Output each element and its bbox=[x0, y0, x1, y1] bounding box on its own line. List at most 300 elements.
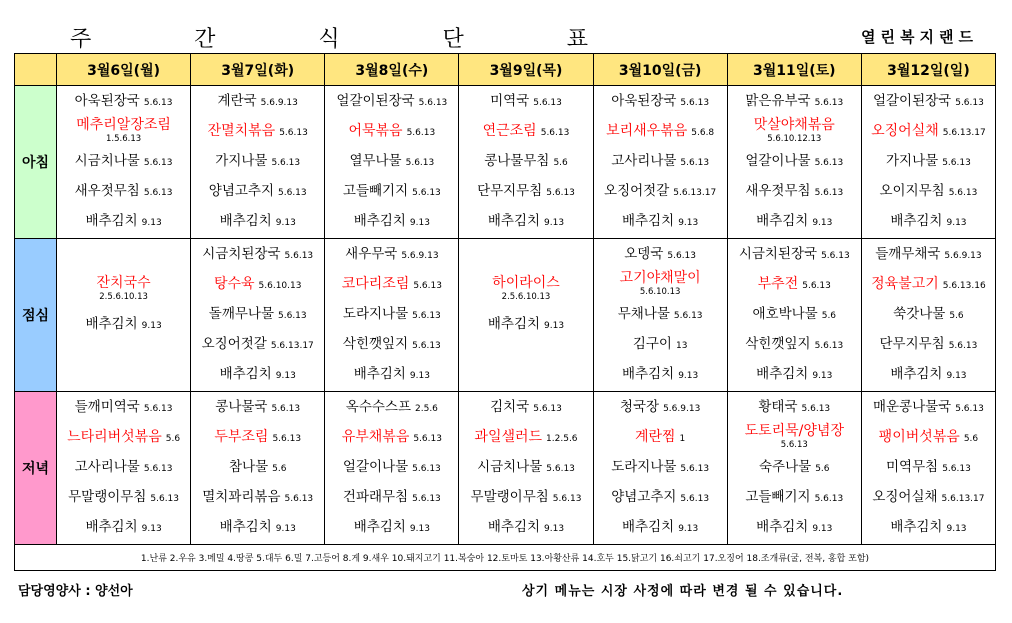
dish-name: 애호박나물 bbox=[752, 306, 818, 322]
menu-item bbox=[191, 176, 324, 206]
dish-name: 배추김치 bbox=[487, 316, 541, 332]
dish-name: 양념고추지 bbox=[611, 489, 677, 505]
dish-name: 매운콩나물국 bbox=[872, 399, 952, 415]
allergen-codes: 5.6.13 bbox=[279, 128, 308, 138]
day-header: 3월8일(수) bbox=[325, 54, 459, 86]
menu-item bbox=[57, 482, 190, 512]
dish-name: 돌깨무나물 bbox=[208, 306, 274, 322]
dish-name: 연근조림 bbox=[482, 123, 537, 139]
dish-name: 배추김치 bbox=[756, 519, 809, 535]
allergen-codes: 9.13 bbox=[275, 524, 296, 534]
menu-item bbox=[57, 309, 190, 339]
allergen-codes: 5.6.13 bbox=[150, 494, 180, 504]
dish-name: 미역무침 bbox=[886, 459, 939, 475]
main-dish-item bbox=[325, 116, 458, 146]
main-dish-item bbox=[459, 116, 592, 146]
allergen-codes: 5.6.13.16 bbox=[942, 281, 986, 291]
menu-item bbox=[728, 239, 861, 269]
menu-change-notice: 상기 메뉴는 시장 사정에 따라 변경 될 수 있습니다. bbox=[522, 584, 844, 599]
allergen-codes: 5.6.13 bbox=[814, 158, 844, 168]
menu-item bbox=[594, 329, 727, 359]
menu-item bbox=[728, 176, 861, 206]
dish-name: 무말랭이무침 bbox=[470, 489, 549, 505]
menu-item bbox=[594, 512, 727, 542]
menu-cell bbox=[459, 86, 593, 239]
menu-item bbox=[325, 299, 458, 329]
allergen-codes: 9.13 bbox=[409, 371, 430, 381]
allergen-codes: 9.13 bbox=[946, 524, 967, 534]
menu-item bbox=[191, 392, 324, 422]
allergen-codes: 5.6.13 bbox=[552, 494, 582, 504]
dish-name: 김치국 bbox=[490, 399, 530, 415]
allergen-codes: 5.6.13 bbox=[948, 341, 978, 351]
dish-name: 양념고추지 bbox=[208, 183, 274, 199]
allergen-codes: 5.6.13 bbox=[412, 341, 441, 351]
allergen-codes: 5.6.13 bbox=[533, 404, 562, 414]
dish-name: 맛살야채볶음 bbox=[753, 117, 835, 133]
menu-item bbox=[728, 512, 861, 542]
menu-cell bbox=[325, 239, 459, 392]
menu-item bbox=[862, 482, 995, 512]
dish-name: 시금치된장국 bbox=[738, 246, 818, 262]
dish-name: 배추김치 bbox=[219, 213, 272, 229]
dish-name: 배추김치 bbox=[353, 213, 406, 229]
menu-item bbox=[191, 452, 324, 482]
main-dish-item bbox=[862, 269, 995, 299]
menu-item bbox=[191, 512, 324, 542]
dish-name: 고사리나물 bbox=[74, 459, 140, 475]
allergen-codes: 5.6.13 bbox=[405, 158, 435, 168]
allergen-codes: 5.6.13 bbox=[780, 440, 808, 450]
corner-cell bbox=[15, 54, 57, 86]
menu-cell bbox=[593, 239, 727, 392]
menu-item bbox=[459, 206, 592, 236]
menu-item bbox=[594, 299, 727, 329]
menu-item bbox=[325, 86, 458, 116]
menu-item bbox=[57, 392, 190, 422]
title-char: 주 bbox=[70, 27, 94, 52]
dish-name: 황태국 bbox=[758, 399, 798, 415]
allergen-codes: 5.6.13 bbox=[680, 464, 710, 474]
menu-item bbox=[191, 359, 324, 389]
dish-name: 시금치나물 bbox=[477, 459, 543, 475]
allergen-codes: 1.5.6.13 bbox=[105, 134, 142, 144]
menu-item bbox=[862, 86, 995, 116]
allergen-codes: 9.13 bbox=[946, 371, 967, 381]
dish-name: 오징어젓갈 bbox=[604, 183, 670, 199]
allergen-codes: 1 bbox=[679, 434, 686, 444]
menu-cell bbox=[727, 239, 861, 392]
allergen-codes: 5.6.13.17 bbox=[942, 128, 986, 138]
allergen-codes: 5.6.13 bbox=[143, 464, 173, 474]
dish-name: 배추김치 bbox=[219, 366, 272, 382]
allergen-codes: 9.13 bbox=[544, 321, 565, 331]
menu-item bbox=[728, 329, 861, 359]
dish-name: 참나물 bbox=[228, 459, 269, 475]
menu-cell bbox=[57, 392, 191, 545]
dish-name: 도토리묵/양념장 bbox=[744, 423, 844, 439]
dish-name: 배추김치 bbox=[622, 213, 675, 229]
menu-item bbox=[57, 452, 190, 482]
allergen-codes: 5.6 bbox=[165, 434, 181, 444]
main-dish-item bbox=[459, 269, 592, 309]
dish-name: 배추김치 bbox=[85, 316, 138, 332]
dish-name: 고기야채말이 bbox=[619, 270, 701, 286]
allergen-codes: 2.5.6.10.13 bbox=[501, 292, 551, 302]
allergen-codes: 9.13 bbox=[275, 371, 296, 381]
menu-cell bbox=[191, 86, 325, 239]
dish-name: 오징어실채 bbox=[872, 489, 938, 505]
allergen-codes: 9.13 bbox=[141, 218, 162, 228]
menu-cell bbox=[459, 239, 593, 392]
allergen-codes: 5.6 bbox=[963, 434, 979, 444]
dish-name: 아욱된장국 bbox=[74, 93, 140, 109]
menu-item bbox=[862, 359, 995, 389]
dish-name: 느타리버섯볶음 bbox=[67, 429, 162, 445]
dish-name: 무말랭이무침 bbox=[68, 489, 147, 505]
allergen-codes: 5.6.13 bbox=[814, 188, 844, 198]
menu-item bbox=[325, 329, 458, 359]
menu-item bbox=[728, 86, 861, 116]
title-char: 단 bbox=[442, 27, 466, 52]
allergen-codes: 9.13 bbox=[678, 218, 699, 228]
main-dish-item bbox=[325, 422, 458, 452]
main-dish-item bbox=[728, 269, 861, 299]
dish-name: 가지나물 bbox=[215, 153, 268, 169]
allergen-codes: 5.6.13 bbox=[680, 98, 710, 108]
menu-item bbox=[459, 86, 592, 116]
menu-item bbox=[325, 359, 458, 389]
menu-item bbox=[459, 482, 592, 512]
allergen-codes: 5.6.9.13 bbox=[944, 251, 982, 261]
allergen-codes: 5.6.13.17 bbox=[270, 341, 314, 351]
meal-label: 아침 bbox=[15, 86, 57, 239]
allergen-codes: 5.6.13 bbox=[271, 158, 301, 168]
dish-name: 멸치꽈리볶음 bbox=[202, 489, 281, 505]
dish-name: 배추김치 bbox=[353, 519, 406, 535]
day-header: 3월12일(일) bbox=[861, 54, 995, 86]
allergen-codes: 2.5.6.10.13 bbox=[99, 292, 148, 302]
dish-name: 들깨미역국 bbox=[74, 399, 140, 415]
dish-name: 새우무국 bbox=[345, 246, 398, 262]
dish-name: 고사리나물 bbox=[611, 153, 677, 169]
allergen-codes: 5.6.13.17 bbox=[673, 188, 717, 198]
day-header: 3월10일(금) bbox=[593, 54, 727, 86]
allergen-codes: 5.6.9.13 bbox=[260, 98, 298, 108]
menu-item bbox=[862, 206, 995, 236]
main-dish-item bbox=[57, 269, 190, 309]
allergen-codes: 1.2.5.6 bbox=[546, 434, 578, 444]
allergen-codes: 5.6.13 bbox=[540, 128, 570, 138]
meal-label: 저녁 bbox=[15, 392, 57, 545]
menu-item bbox=[325, 176, 458, 206]
dish-name: 들깨무채국 bbox=[875, 246, 941, 262]
menu-item bbox=[325, 482, 458, 512]
allergen-codes: 5.6.13 bbox=[412, 464, 441, 474]
allergen-codes: 9.13 bbox=[141, 321, 162, 331]
menu-item bbox=[862, 239, 995, 269]
menu-cell bbox=[593, 392, 727, 545]
allergen-codes: 5.6.13 bbox=[143, 188, 173, 198]
main-dish-item bbox=[862, 422, 995, 452]
menu-item bbox=[594, 146, 727, 176]
allergen-codes: 5.6.10.12.13 bbox=[767, 134, 822, 144]
main-dish-item bbox=[191, 269, 324, 299]
allergen-codes: 5.6.13 bbox=[814, 341, 844, 351]
menu-item bbox=[594, 392, 727, 422]
allergen-legend-row bbox=[15, 545, 996, 571]
menu-cell bbox=[727, 86, 861, 239]
allergen-legend: 1.난류 2.우유 3.메밀 4.땅콩 5.대두 6.밀 7.고등어 8.게 9.새우 10.돼지고기 11.복숭아 12.토마토 13.아황산류 14.호두 15.닭고기 16.쇠고기 17.오징어 18.조개류(굴, 전복, 홍합 포함) bbox=[15, 545, 996, 571]
allergen-codes: 5.6.13 bbox=[942, 464, 971, 474]
main-dish-item bbox=[191, 422, 324, 452]
dish-name: 오이지무침 bbox=[879, 183, 945, 199]
menu-item bbox=[862, 392, 995, 422]
menu-item bbox=[325, 512, 458, 542]
dish-name: 쑥갓나물 bbox=[893, 306, 946, 322]
allergen-codes: 5.6 bbox=[272, 464, 287, 474]
allergen-codes: 9.13 bbox=[544, 218, 565, 228]
menu-cell bbox=[325, 86, 459, 239]
dish-name: 오뎅국 bbox=[624, 246, 664, 262]
menu-item bbox=[57, 206, 190, 236]
menu-cell bbox=[57, 86, 191, 239]
menu-item bbox=[594, 239, 727, 269]
dish-name: 단무지무침 bbox=[477, 183, 543, 199]
dish-name: 건파래무침 bbox=[342, 489, 409, 505]
allergen-codes: 5.6.13 bbox=[271, 404, 301, 414]
menu-item bbox=[57, 512, 190, 542]
allergen-codes: 5.6.13 bbox=[533, 98, 562, 108]
dish-name: 보리새우볶음 bbox=[606, 123, 688, 139]
dish-name: 유부채볶음 bbox=[341, 429, 410, 445]
main-dish-item bbox=[325, 269, 458, 299]
allergen-codes: 5.6.13 bbox=[278, 311, 307, 321]
dish-name: 부추전 bbox=[757, 276, 799, 292]
main-dish-item bbox=[728, 422, 861, 452]
menu-item bbox=[325, 239, 458, 269]
allergen-codes: 5.6.13 bbox=[821, 251, 850, 261]
menu-item bbox=[191, 329, 324, 359]
allergen-codes: 5.6.13 bbox=[948, 188, 978, 198]
title-char: 간 bbox=[194, 27, 218, 52]
allergen-codes: 5.6.10.13 bbox=[639, 287, 681, 297]
day-header: 3월9일(목) bbox=[459, 54, 593, 86]
allergen-codes: 5.6.13 bbox=[546, 188, 575, 198]
allergen-codes: 5.6.13 bbox=[814, 494, 844, 504]
allergen-codes: 5.6.13 bbox=[418, 98, 448, 108]
menu-cell bbox=[191, 239, 325, 392]
allergen-codes: 5.6.9.13 bbox=[663, 404, 701, 414]
allergen-codes: 5.6.13 bbox=[278, 188, 307, 198]
menu-item bbox=[191, 146, 324, 176]
dish-name: 고들빼기지 bbox=[342, 183, 409, 199]
dish-name: 무채나물 bbox=[617, 306, 670, 322]
dish-name: 팽이버섯볶음 bbox=[878, 429, 960, 445]
menu-item bbox=[594, 86, 727, 116]
menu-item bbox=[728, 392, 861, 422]
allergen-codes: 5.6 bbox=[821, 311, 837, 321]
menu-item bbox=[862, 329, 995, 359]
menu-item bbox=[728, 299, 861, 329]
dish-name: 콩나물무침 bbox=[484, 153, 550, 169]
menu-item bbox=[594, 482, 727, 512]
allergen-codes: 5.6.13 bbox=[143, 158, 173, 168]
dish-name: 하이라이스 bbox=[492, 275, 560, 291]
allergen-codes: 5.6.13 bbox=[412, 311, 441, 321]
meal-row bbox=[15, 86, 996, 239]
allergen-codes: 5.6.13 bbox=[680, 158, 710, 168]
allergen-codes: 9.13 bbox=[812, 371, 833, 381]
dish-name: 배추김치 bbox=[890, 519, 943, 535]
menu-cell bbox=[593, 86, 727, 239]
dish-name: 배추김치 bbox=[85, 213, 138, 229]
allergen-codes: 9.13 bbox=[678, 524, 699, 534]
dish-name: 새우젓무침 bbox=[74, 183, 140, 199]
meal-row bbox=[15, 239, 996, 392]
dish-name: 얼갈이나물 bbox=[342, 459, 409, 475]
allergen-codes: 9.13 bbox=[275, 218, 296, 228]
allergen-codes: 9.13 bbox=[141, 524, 162, 534]
menu-item bbox=[862, 176, 995, 206]
allergen-codes: 5.6.13 bbox=[546, 464, 575, 474]
dish-name: 과일샐러드 bbox=[474, 429, 543, 445]
menu-item bbox=[191, 239, 324, 269]
menu-item bbox=[191, 206, 324, 236]
dish-name: 얼갈이된장국 bbox=[872, 93, 952, 109]
allergen-codes: 5.6.13 bbox=[801, 404, 831, 414]
menu-item bbox=[728, 482, 861, 512]
dish-name: 옥수수스프 bbox=[345, 399, 411, 415]
allergen-codes: 5.6.13 bbox=[673, 311, 703, 321]
dish-name: 맑은유부국 bbox=[745, 93, 811, 109]
allergen-codes: 9.13 bbox=[678, 371, 699, 381]
menu-cell bbox=[861, 239, 995, 392]
allergen-codes: 5.6.13 bbox=[955, 404, 984, 414]
menu-item bbox=[459, 146, 592, 176]
title-char: 표 bbox=[566, 27, 590, 52]
menu-item bbox=[191, 299, 324, 329]
dish-name: 배추김치 bbox=[219, 519, 272, 535]
allergen-codes: 9.13 bbox=[409, 524, 430, 534]
title-char: 식 bbox=[318, 27, 342, 52]
allergen-codes: 5.6 bbox=[553, 158, 568, 168]
menu-item bbox=[594, 206, 727, 236]
weekly-menu-table bbox=[14, 53, 996, 571]
dish-name: 얼갈이나물 bbox=[745, 153, 811, 169]
menu-item bbox=[862, 512, 995, 542]
dish-name: 배추김치 bbox=[85, 519, 138, 535]
menu-item bbox=[459, 392, 592, 422]
dish-name: 얼갈이된장국 bbox=[336, 93, 415, 109]
allergen-codes: 5.6.13 bbox=[667, 251, 697, 261]
allergen-codes: 9.13 bbox=[812, 218, 833, 228]
allergen-codes: 5.6.13 bbox=[413, 281, 442, 291]
dish-name: 시금치된장국 bbox=[202, 246, 281, 262]
day-header: 3월7일(화) bbox=[191, 54, 325, 86]
dish-name: 어묵볶음 bbox=[348, 123, 403, 139]
dish-name: 미역국 bbox=[490, 93, 530, 109]
dish-name: 코다리조림 bbox=[341, 276, 410, 292]
allergen-codes: 5.6.8 bbox=[691, 128, 715, 138]
menu-cell bbox=[727, 392, 861, 545]
dietitian-credit: 담당영양사 : 양선아 bbox=[18, 584, 133, 599]
dish-name: 청국장 bbox=[619, 399, 660, 415]
main-dish-item bbox=[862, 116, 995, 146]
menu-cell bbox=[861, 392, 995, 545]
menu-item bbox=[594, 359, 727, 389]
menu-item bbox=[862, 452, 995, 482]
allergen-codes: 5.6.13 bbox=[802, 281, 831, 291]
allergen-codes: 5.6 bbox=[949, 311, 964, 321]
allergen-codes: 5.6.13 bbox=[814, 98, 844, 108]
dish-name: 배추김치 bbox=[756, 213, 809, 229]
dish-name: 계란찜 bbox=[634, 429, 676, 445]
allergen-codes: 5.6.13 bbox=[680, 494, 710, 504]
main-dish-item bbox=[57, 116, 190, 146]
dish-name: 아욱된장국 bbox=[611, 93, 677, 109]
allergen-codes: 9.13 bbox=[812, 524, 833, 534]
dish-name: 시금치나물 bbox=[74, 153, 140, 169]
menu-cell bbox=[861, 86, 995, 239]
dish-name: 배추김치 bbox=[487, 213, 541, 229]
menu-item bbox=[728, 206, 861, 236]
dish-name: 배추김치 bbox=[890, 213, 943, 229]
allergen-codes: 9.13 bbox=[946, 218, 967, 228]
allergen-codes: 5.6.13 bbox=[955, 98, 984, 108]
dish-name: 배추김치 bbox=[890, 366, 943, 382]
allergen-codes: 5.6.13.17 bbox=[941, 494, 985, 504]
dish-name: 배추김치 bbox=[622, 366, 675, 382]
allergen-codes: 5.6.13 bbox=[143, 404, 173, 414]
dish-name: 오징어실채 bbox=[871, 123, 939, 139]
allergen-codes: 5.6.9.13 bbox=[401, 251, 439, 261]
dish-name: 탕수육 bbox=[213, 276, 255, 292]
dish-name: 삭힌깻잎지 bbox=[745, 336, 811, 352]
menu-cell bbox=[459, 392, 593, 545]
menu-item bbox=[459, 239, 592, 269]
dish-name: 배추김치 bbox=[487, 519, 541, 535]
dish-name: 오징어젓갈 bbox=[201, 336, 267, 352]
dish-name: 콩나물국 bbox=[215, 399, 268, 415]
dish-name: 잔멸치볶음 bbox=[207, 123, 276, 139]
allergen-codes: 5.6.13 bbox=[413, 434, 442, 444]
main-dish-item bbox=[459, 422, 592, 452]
menu-item bbox=[57, 86, 190, 116]
dish-name: 계란국 bbox=[217, 93, 257, 109]
organization-name: 열린복지랜드 bbox=[861, 28, 978, 46]
dish-name: 새우젓무침 bbox=[745, 183, 811, 199]
allergen-codes: 9.13 bbox=[544, 524, 565, 534]
menu-item bbox=[459, 452, 592, 482]
menu-item bbox=[325, 452, 458, 482]
menu-item bbox=[459, 512, 592, 542]
main-dish-item bbox=[594, 422, 727, 452]
allergen-codes: 5.6.13 bbox=[284, 494, 314, 504]
menu-cell bbox=[191, 392, 325, 545]
main-dish-item bbox=[57, 422, 190, 452]
menu-item bbox=[325, 392, 458, 422]
day-header: 3월11일(토) bbox=[727, 54, 861, 86]
menu-item bbox=[594, 176, 727, 206]
allergen-codes: 5.6.13 bbox=[284, 251, 314, 261]
allergen-codes: 9.13 bbox=[409, 218, 430, 228]
dish-name: 메추리알장조림 bbox=[76, 117, 171, 133]
menu-item bbox=[325, 146, 458, 176]
menu-item bbox=[57, 176, 190, 206]
main-dish-item bbox=[594, 116, 727, 146]
allergen-codes: 13 bbox=[675, 341, 688, 351]
